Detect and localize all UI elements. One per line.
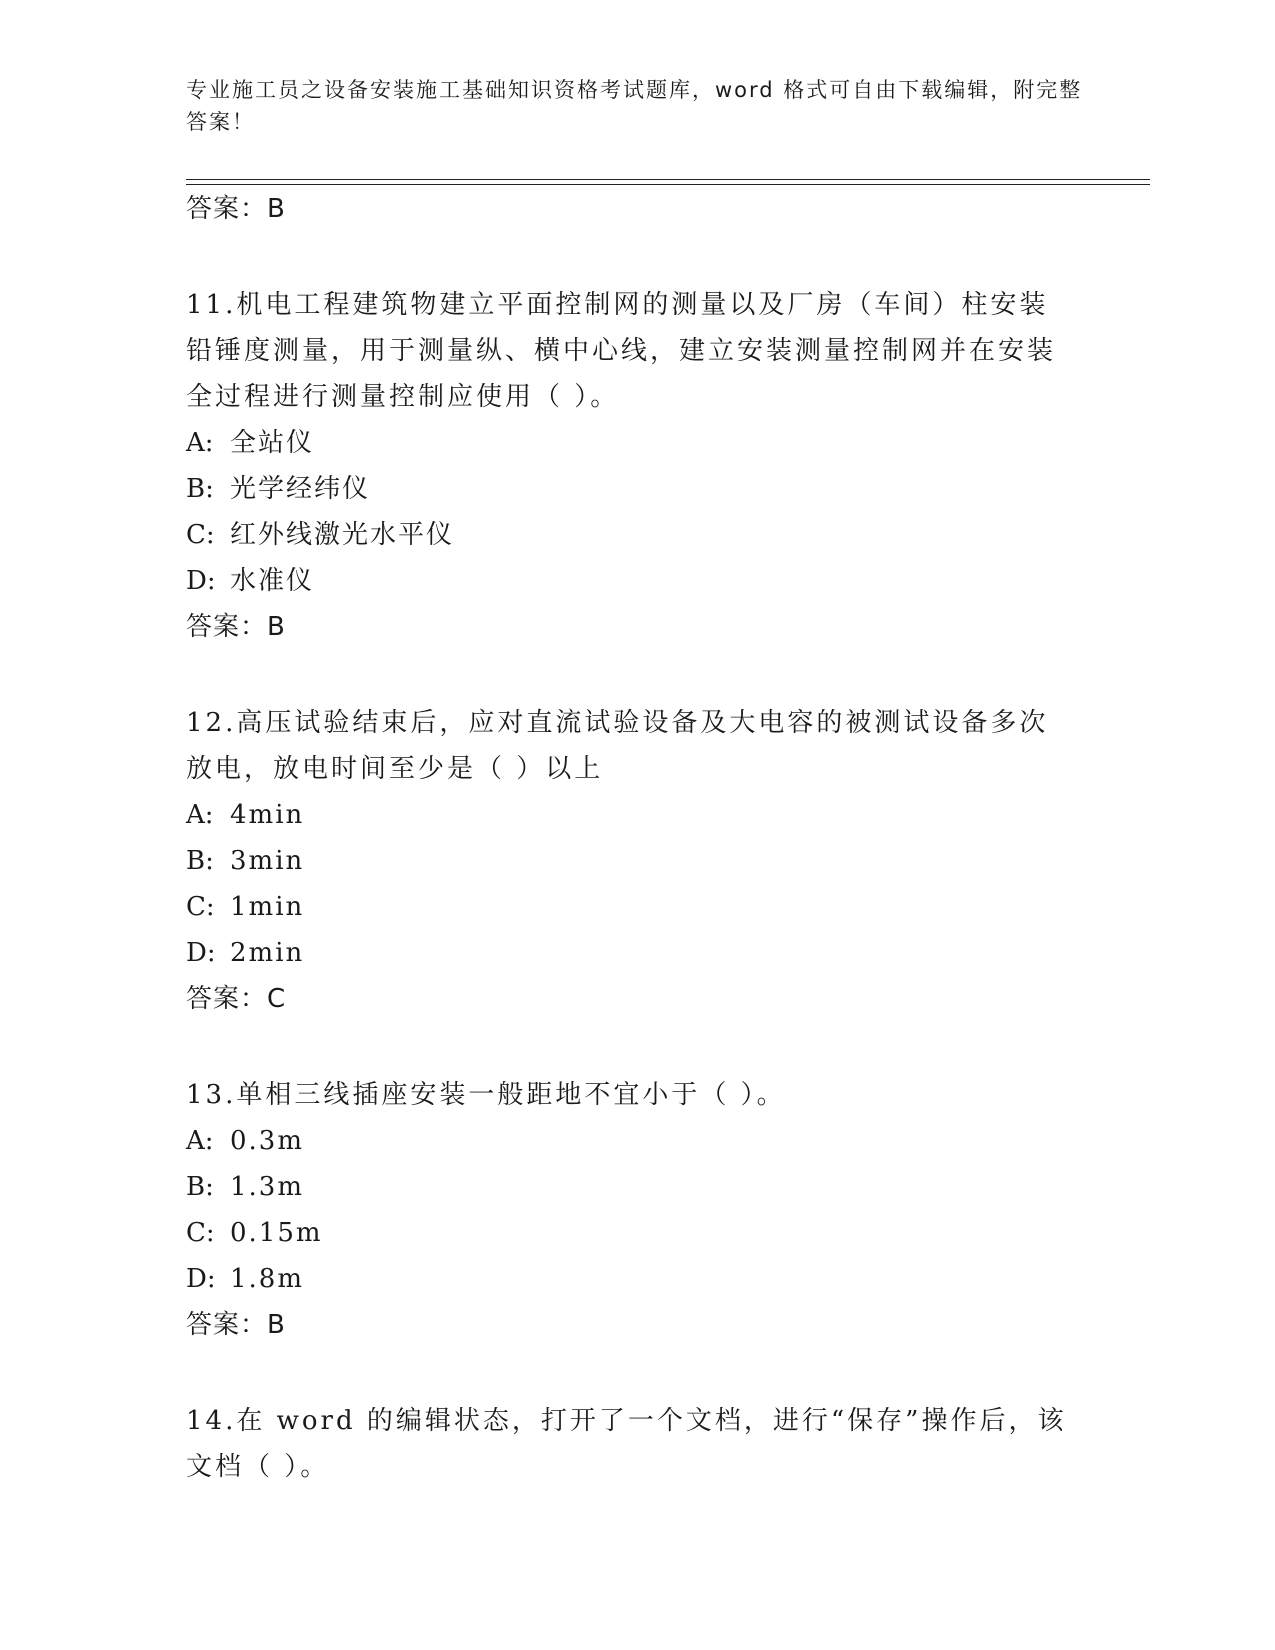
question-11 — [186, 282, 1076, 650]
option-a: A: 0.3m — [186, 1126, 305, 1156]
document-header: 专业施工员之设备安装施工基础知识资格考试题库，word 格式可自由下载编辑，附完整答案！ — [186, 78, 1083, 134]
option-a: A: 全站仪 — [186, 428, 315, 458]
answer-q11: 答案：B — [186, 612, 286, 642]
answer-q10: 答案：B — [186, 194, 286, 224]
answer-q13: 答案：B — [186, 1310, 286, 1340]
question-text: 14.在 word 的编辑状态，打开了一个文档，进行“保存”操作后，该文档（ ）。 — [186, 1406, 1067, 1482]
question-text: 12.高压试验结束后，应对直流试验设备及大电容的被测试设备多次放电，放电时间至少是（ ）以上 — [186, 708, 1049, 784]
question-text: 13.单相三线插座安装一般距地不宜小于（ ）。 — [186, 1080, 786, 1110]
option-a: A: 4min — [186, 800, 305, 830]
option-c: C: 0.15m — [186, 1218, 323, 1248]
header-divider-bottom — [186, 184, 1150, 185]
option-c: C: 1min — [186, 892, 305, 922]
question-text: 11.机电工程建筑物建立平面控制网的测量以及厂房（车间）柱安装铅锤度测量，用于测量纵、横中心线，建立安装测量控制网并在安装全过程进行测量控制应使用（ ）。 — [186, 290, 1057, 412]
answer-q12: 答案：C — [186, 984, 287, 1014]
option-b: B: 3min — [186, 846, 305, 876]
question-13 — [186, 1072, 1076, 1348]
option-c: C: 红外线激光水平仪 — [186, 520, 455, 550]
option-b: B: 1.3m — [186, 1172, 305, 1202]
question-12 — [186, 700, 1076, 1022]
header-divider-top — [186, 179, 1150, 180]
question-14 — [186, 1398, 1076, 1490]
question-list — [186, 186, 1076, 1490]
option-d: D: 水准仪 — [186, 566, 315, 596]
option-b: B: 光学经纬仪 — [186, 474, 371, 504]
option-d: D: 2min — [186, 938, 305, 968]
option-d: D: 1.8m — [186, 1264, 305, 1294]
